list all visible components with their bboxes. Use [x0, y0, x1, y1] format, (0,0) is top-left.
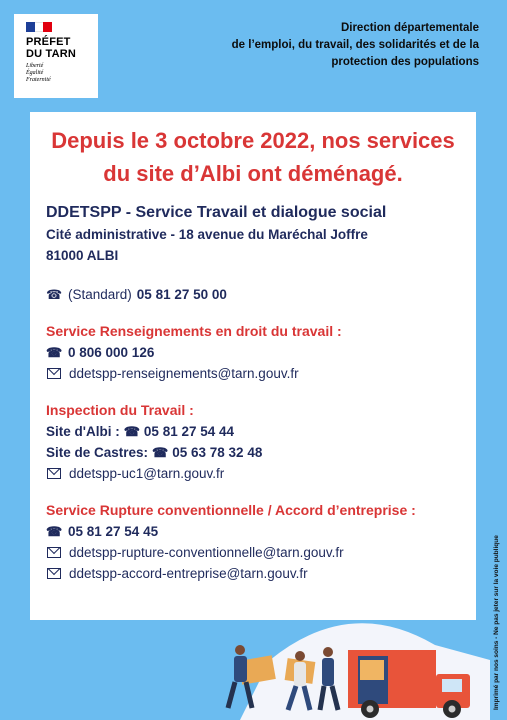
standard-phone[interactable]: 05 81 27 50 00: [136, 287, 227, 302]
rupture-phone-line: [46, 521, 460, 542]
rupture-email-line-1: [46, 542, 460, 563]
organisation-address-2: 81000 ALBI: [46, 248, 119, 263]
inspection-castres-label: Site de Castres:: [46, 445, 149, 460]
inspection-albi-line: [46, 421, 460, 442]
envelope-icon: [47, 468, 61, 479]
logo-line-2: DU TARN: [26, 48, 77, 60]
organisation-name: DDETSPP - Service Travail et dialogue social: [46, 204, 387, 221]
renseignements-phone[interactable]: 0 806 000 126: [68, 345, 155, 360]
logo-line-1: PRÉFET: [26, 36, 71, 48]
renseignements-title: Service Renseignements en droit du travail :: [46, 323, 342, 339]
renseignements-email[interactable]: ddetspp-renseignements@tarn.gouv.fr: [69, 366, 299, 381]
info-card: [30, 112, 476, 620]
renseignements-block: [46, 321, 460, 384]
rupture-block: [46, 500, 460, 584]
envelope-icon: [47, 368, 61, 379]
direction-line-1: Direction départementale: [340, 22, 479, 34]
rupture-title: Service Rupture conventionnelle / Accord d’entreprise :: [46, 502, 416, 518]
phone-icon: ☎: [46, 524, 63, 539]
phone-icon: ☎: [123, 424, 140, 439]
inspection-email[interactable]: ddetspp-uc1@tarn.gouv.fr: [69, 466, 225, 481]
inspection-castres-phone[interactable]: 05 63 78 32 48: [172, 445, 263, 460]
direction-line-3: protection des populations: [331, 56, 479, 68]
inspection-block: [46, 400, 460, 484]
headline: Depuis le 3 octobre 2022, nos services du site d’Albi ont déménagé.: [51, 128, 455, 186]
direction-header: [179, 20, 479, 71]
inspection-albi-phone[interactable]: 05 81 27 54 44: [143, 424, 235, 439]
standard-line: [46, 284, 460, 305]
rupture-email-line-2: [46, 563, 460, 584]
standard-label: (Standard): [68, 287, 132, 302]
inspection-email-line: [46, 463, 460, 484]
rupture-email-2[interactable]: ddetspp-accord-entreprise@tarn.gouv.fr: [69, 566, 308, 581]
envelope-icon: [47, 547, 61, 558]
inspection-albi-label: Site d'Albi :: [46, 424, 120, 439]
prefecture-logo: [14, 14, 98, 98]
organisation-block: [46, 202, 460, 266]
moving-truck-illustration: [200, 600, 490, 720]
phone-icon: ☎: [46, 287, 63, 302]
direction-line-2: de l’emploi, du travail, des solidarités et de la: [231, 39, 479, 51]
french-flag-icon: [26, 22, 52, 32]
renseignements-email-line: [46, 363, 460, 384]
organisation-address-1: Cité administrative - 18 avenue du Maréchal Joffre: [46, 227, 368, 242]
phone-icon: ☎: [152, 445, 169, 460]
logo-devise: Liberté Égalité Fraternité: [26, 63, 51, 83]
phone-icon: ☎: [46, 345, 63, 360]
rupture-email-1[interactable]: ddetspp-rupture-conventionnelle@tarn.gouv.fr: [69, 545, 344, 560]
inspection-title: Inspection du Travail :: [46, 402, 194, 418]
envelope-icon: [47, 568, 61, 579]
renseignements-phone-line: [46, 342, 460, 363]
rupture-phone[interactable]: 05 81 27 54 45: [68, 524, 159, 539]
inspection-castres-line: [46, 442, 460, 463]
print-notice: Imprimé par nos soins - Ne pas jeter sur la voie publique: [493, 535, 500, 710]
